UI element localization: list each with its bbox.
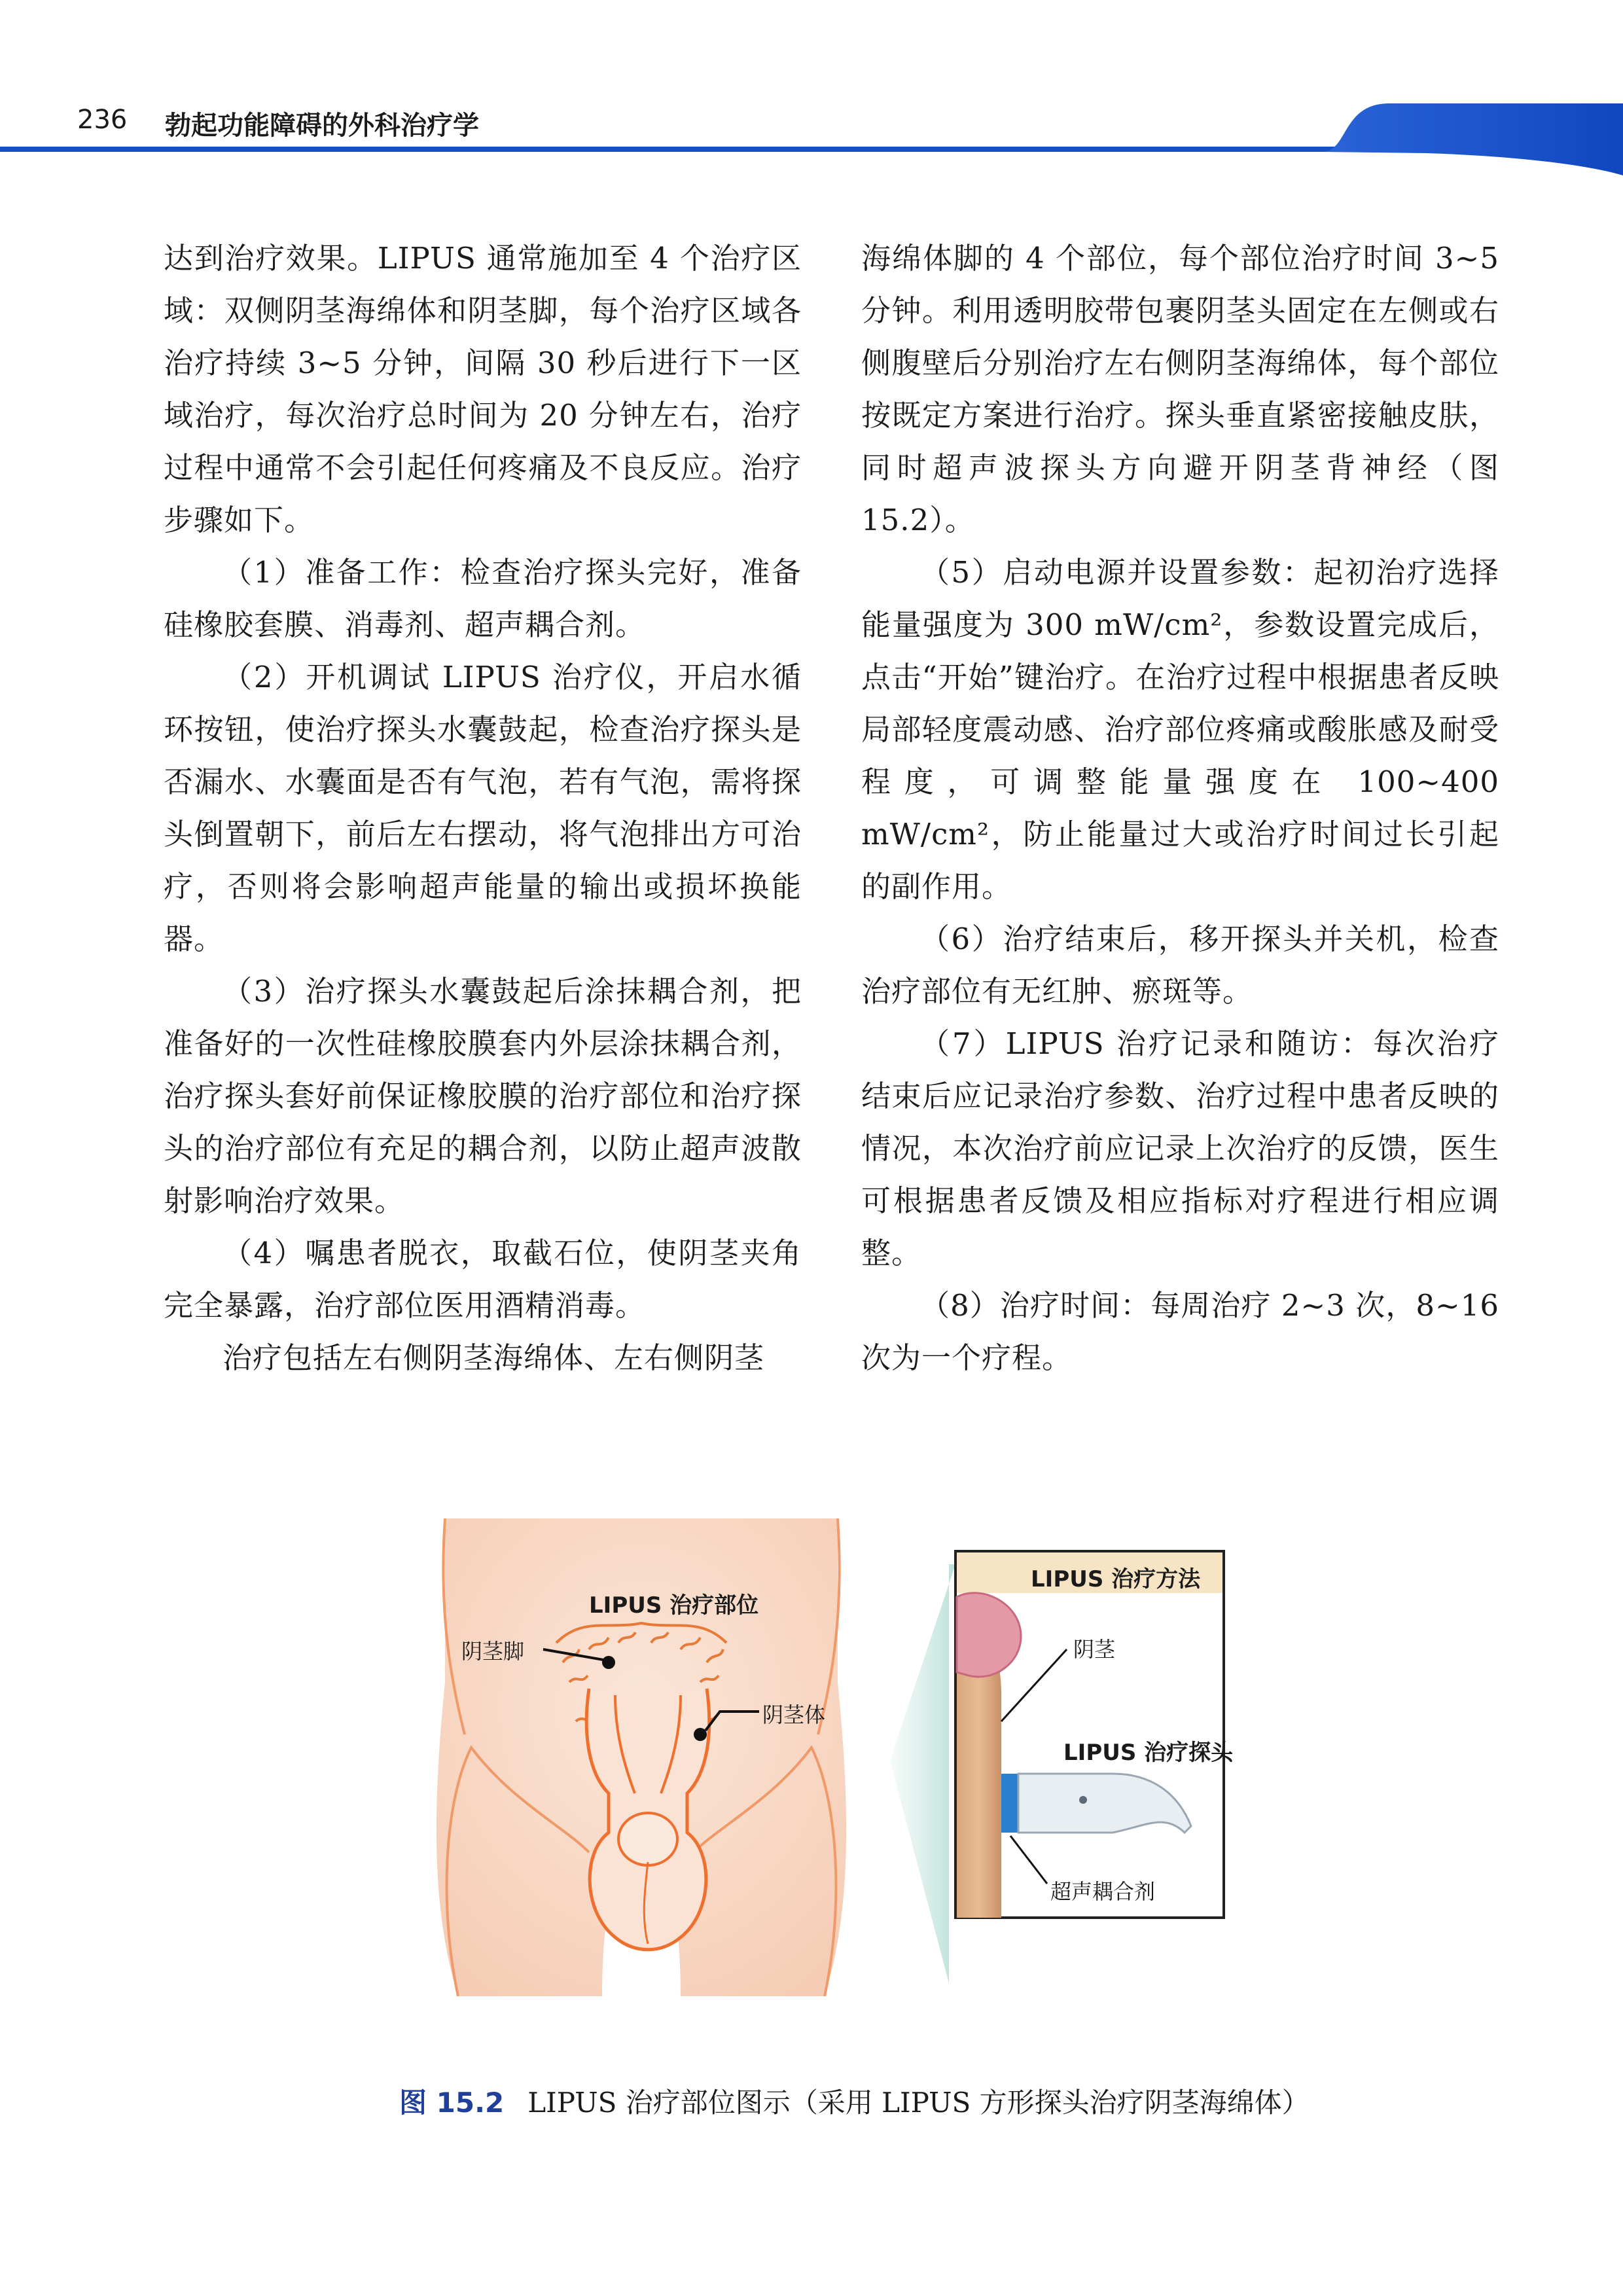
figure-caption-text: LIPUS 治疗部位图示（采用 LIPUS 方形探头治疗阴茎海绵体） [527, 2087, 1310, 2119]
header-band [0, 0, 1623, 196]
header-tab [1322, 103, 1623, 175]
paragraph: （2）开机调试 LIPUS 治疗仪，开启水循环按钮，使治疗探头水囊鼓起，检查治疗探头是否漏水、水囊面是否有气泡，若有气泡，需将探头倒置朝下，前后左右摆动，将气泡排出方可治疗，否则将会影响超声能量的输出或损坏换能器。 [164, 660, 802, 956]
inset-title: LIPUS 治疗方法 [1031, 1566, 1201, 1592]
label-gel: 超声耦合剂 [1050, 1879, 1156, 1904]
figure-caption [399, 2081, 1310, 2121]
paragraph: 治疗包括左右侧阴茎海绵体、左右侧阴茎 [223, 1340, 765, 1375]
crus-marker [602, 1656, 615, 1669]
page-header [0, 0, 1623, 196]
paragraph: （4）嘱患者脱衣，取截石位，使阴茎夹角完全暴露，治疗部位医用酒精消毒。 [164, 1236, 802, 1323]
figure-number: 图 15.2 [399, 2087, 505, 2119]
probe-tip [1001, 1774, 1018, 1833]
paragraph: （7）LIPUS 治疗记录和随访：每次治疗结束后应记录治疗参数、治疗过程中患者反映的情况，本次治疗前应记录上次治疗的反馈，医生可根据患者反馈及相应指标对疗程进行相应调整。 [861, 1026, 1499, 1270]
figure-left-title: LIPUS 治疗部位 [589, 1592, 759, 1619]
paragraph: （3）治疗探头水囊鼓起后涂抹耦合剂，把准备好的一次性硅橡胶膜套内外层涂抹耦合剂，治疗探头套好前保证橡胶膜的治疗部位和治疗探头的治疗部位有充足的耦合剂，以防止超声波散射影响治疗效果。 [164, 974, 802, 1218]
paragraph: 达到治疗效果。LIPUS 通常施加至 4 个治疗区域：双侧阴茎海绵体和阴茎脚，每个治疗区域各治疗持续 3~5 分钟，间隔 30 秒后进行下一区域治疗，每次治疗总时间为 20 分钟左右，治疗过程中通常不会引起任何疼痛及不良反应。治疗步骤如下。 [164, 241, 802, 537]
paragraph: （6）治疗结束后，移开探头并关机，检查治疗部位有无红肿、瘀斑等。 [861, 922, 1499, 1009]
label-crus: 阴茎脚 [461, 1639, 525, 1664]
label-probe: LIPUS 治疗探头 [1063, 1740, 1234, 1766]
page-number: 236 [77, 105, 128, 135]
paragraph: （8）治疗时间：每周治疗 2~3 次，8~16 次为一个疗程。 [861, 1288, 1499, 1375]
running-title: 勃起功能障碍的外科治疗学 [165, 111, 479, 141]
zoom-connector [890, 1564, 955, 1983]
probe-indicator [1079, 1796, 1087, 1804]
paragraph: （1）准备工作：检查治疗探头完好，准备硅橡胶套膜、消毒剂、超声耦合剂。 [164, 555, 802, 642]
left-column [164, 232, 802, 1384]
figure-15-2 [393, 1486, 1309, 2022]
label-body: 阴茎体 [762, 1702, 826, 1727]
paragraph: 海绵体脚的 4 个部位，每个部位治疗时间 3~5 分钟。利用透明胶带包裹阴茎头固定在左侧或右侧腹壁后分别治疗左右侧阴茎海绵体，每个部位按既定方案进行治疗。探头垂直紧密接触皮肤，同时超声波探头方向避开阴茎背神经（图 15.2）。 [861, 241, 1499, 537]
right-column [861, 232, 1499, 1384]
label-penis: 阴茎 [1073, 1637, 1116, 1662]
header-rule [0, 147, 1342, 152]
paragraph: （5）启动电源并设置参数：起初治疗选择能量强度为 300 mW/cm²，参数设置完成后，点击“开始”键治疗。在治疗过程中根据患者反映局部轻度震动感、治疗部位疼痛或酸胀感及耐受程度，可调整能量强度在 100~400 mW/cm²，防止能量过大或治疗时间过长引起的副作用。 [861, 555, 1499, 904]
glans-outline [618, 1813, 677, 1865]
